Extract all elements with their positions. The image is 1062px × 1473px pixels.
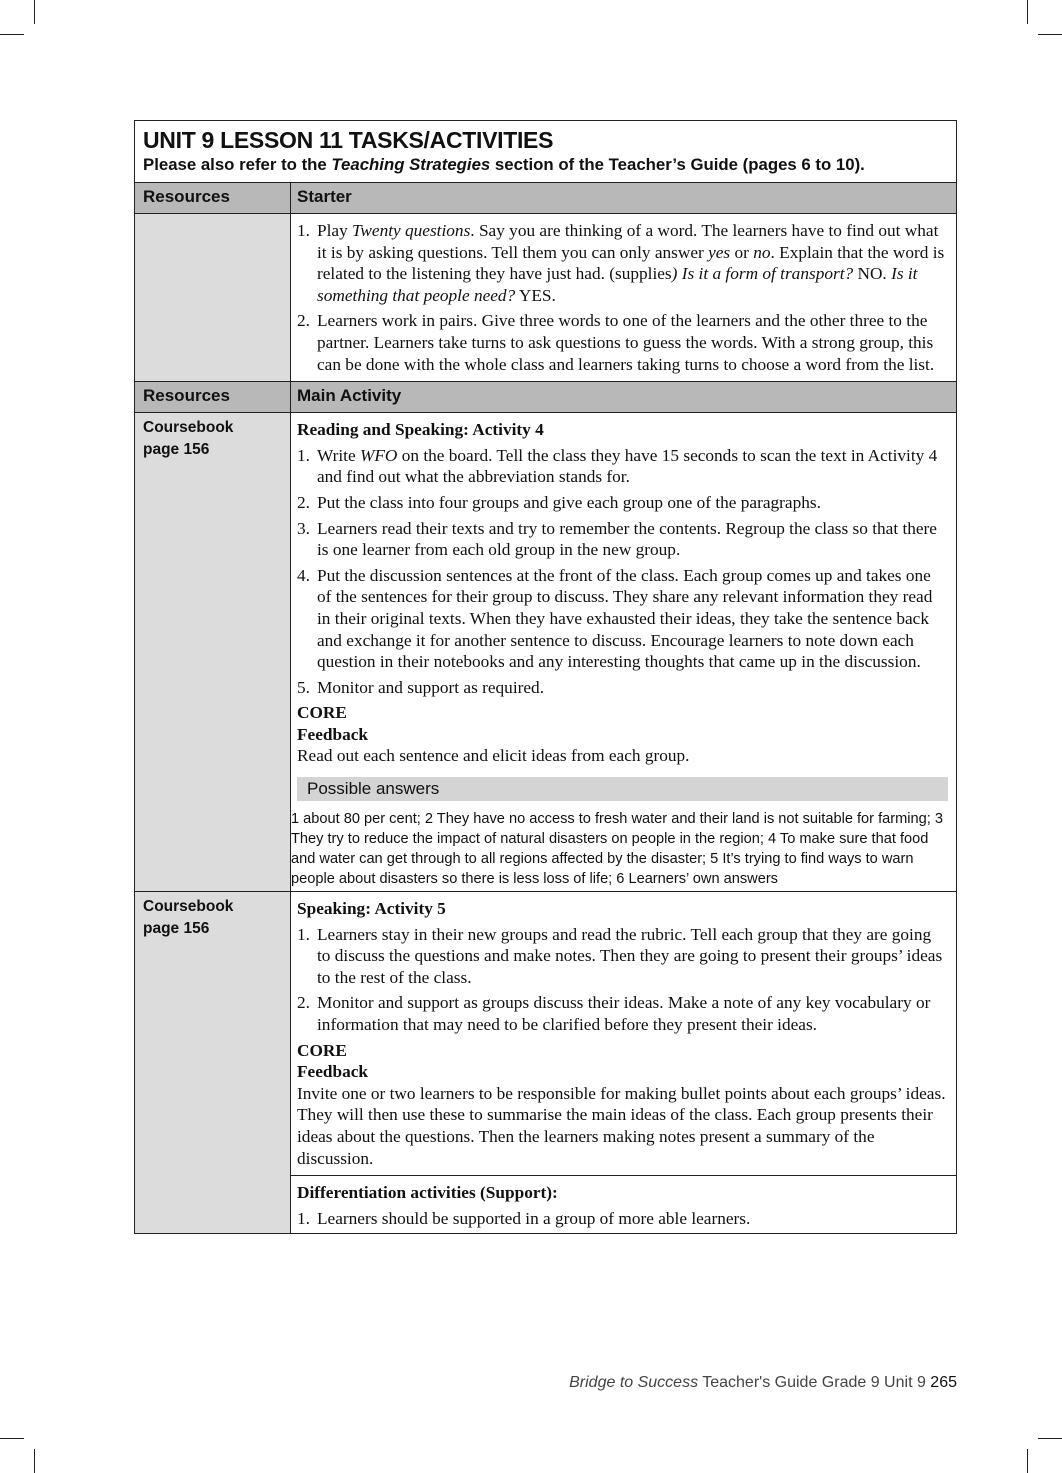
item-text: . Explain that the word is related to the listening they have just had. (supplies [317, 242, 945, 284]
starter-list [297, 220, 948, 375]
page-number: 265 [930, 1374, 957, 1391]
subtitle-emphasis: Teaching Strategies [331, 155, 491, 174]
crop-mark [0, 34, 24, 35]
item-text: NO. [853, 264, 892, 284]
page-subtitle [143, 154, 948, 176]
item-number: 1. [297, 221, 310, 240]
item-text: Write [317, 445, 360, 465]
possible-answers-text: 1 about 80 per cent; 2 They have no access to fresh water and their land is not suitable for farming; 3 They try to reduce the impact of natural disasters on people in the region; 4 To make sure that food and water can get through to all regions affected by the disaster; 5 It’s trying to find ways to warn people about disasters so there is less loss of life; 6 Learners’ own answers [291, 811, 943, 888]
item-text: Play [317, 221, 353, 240]
differentiation-list [297, 1208, 948, 1230]
item-number: 2. [297, 993, 310, 1013]
item-text: Put the class into four groups and give each group one of the paragraphs. [317, 492, 821, 512]
item-text: or [730, 242, 754, 262]
subtitle-text: Please also refer to the [143, 155, 332, 174]
list-item [297, 220, 948, 306]
list-item [297, 677, 948, 699]
list-item [297, 565, 948, 673]
footer-text: Teacher's Guide Grade 9 Unit 9 [698, 1374, 931, 1391]
item-text: Learners work in pairs. Give three words to one of the learners and the other three to the partner. Learners take turns to ask questions to guess the words. With a strong group, this can be done with the whole class and learners taking turns to choose a word from the list. [317, 311, 935, 374]
list-item [297, 992, 948, 1035]
activity-4-content [291, 413, 956, 891]
activity-list [297, 924, 948, 1036]
activity-5-row [135, 892, 956, 1233]
item-emphasis: WFO [359, 445, 398, 465]
list-item [297, 924, 948, 989]
item-text: . Say you are thinking of a word. The learners have to find out what it is by asking questions. Tell them you can only answer [317, 221, 939, 262]
list-item [297, 445, 948, 488]
starter-header-row [135, 183, 956, 214]
item-emphasis: Is it something that people need? [317, 264, 918, 305]
list-item [297, 1208, 948, 1230]
lesson-table [134, 120, 957, 1234]
item-emphasis: Twenty questions [352, 221, 471, 240]
item-number: 3. [297, 518, 310, 538]
item-number: 1. [297, 924, 310, 944]
core-label: CORE [297, 1040, 347, 1060]
item-number: 1. [297, 1208, 310, 1228]
section-label: Starter [291, 183, 956, 213]
item-number: 2. [297, 492, 310, 512]
item-text: Learners read their texts and try to remember the contents. Regroup the class so that there is one learner from each old group in the new group. [317, 518, 937, 560]
possible-answers-heading: Possible answers [297, 777, 948, 801]
main-header-row [135, 382, 956, 413]
item-emphasis: no [753, 242, 771, 262]
list-item [297, 518, 948, 561]
starter-row [135, 214, 956, 382]
activity-4-row [135, 413, 956, 892]
activity-heading: Speaking: Activity 5 [297, 899, 446, 919]
item-text: YES. [515, 285, 556, 305]
differentiation-heading: Differentiation activities (Support): [297, 1183, 558, 1203]
resources-cell [135, 892, 291, 1233]
feedback-label: Feedback [297, 1062, 369, 1082]
activity-5-content [291, 892, 956, 1233]
resources-cell [135, 214, 291, 381]
item-text: on the board. Tell the class they have 15 seconds to scan the text in Activity 4 and find out what the abbreviation stands for. [317, 445, 938, 487]
feedback-text: Invite one or two learners to be responsible for making bullet points about each groups’ ideas. They will then use these to summarise the main ideas of the class. Each group presents their ideas about the questions. Then the learners making notes present a summary of the discussion. [297, 1083, 946, 1168]
item-text: Learners should be supported in a group of more able learners. [317, 1208, 751, 1228]
item-text: Put the discussion sentences at the front of the class. Each group comes up and takes one of the sentences for their group to discuss. They share any relevant information they read in their original texts. When they have exhausted their ideas, they take the sentence back and exchange it for another sentence to discuss. Encourage learners to note down each question in their notebooks and any interesting thoughts that came up in the discussion. [317, 565, 933, 672]
activity-list [297, 445, 948, 699]
page-title: UNIT 9 LESSON 11 TASKS/ACTIVITIES [143, 127, 554, 153]
crop-mark [1038, 1438, 1062, 1439]
crop-mark [34, 0, 35, 24]
item-number: 4. [297, 565, 310, 585]
item-number: 1. [297, 445, 310, 465]
feedback-text: Read out each sentence and elicit ideas from each group. [297, 746, 690, 766]
list-item [297, 310, 948, 375]
resource-page: page 156 [143, 920, 210, 938]
core-label: CORE [297, 703, 347, 723]
crop-mark [1027, 1449, 1028, 1473]
resources-cell [135, 413, 291, 891]
crop-mark [1027, 0, 1028, 24]
section-label: Main Activity [291, 382, 956, 412]
crop-mark [1038, 34, 1062, 35]
starter-content [291, 214, 956, 381]
resources-label: Resources [135, 183, 291, 213]
page-footer [0, 1374, 957, 1392]
activity-heading: Reading and Speaking: Activity 4 [297, 420, 544, 440]
subtitle-text: section of the Teacher’s Guide (pages 6 to 10). [490, 155, 865, 174]
item-text: Monitor and support as groups discuss their ideas. Make a note of any key vocabulary or information that may need to be clarified before they present their ideas. [317, 993, 931, 1035]
resource-page: page 156 [143, 441, 210, 459]
crop-mark [0, 1438, 24, 1439]
resource-name: Coursebook [143, 419, 234, 437]
item-emphasis: ) Is it a form of transport? [671, 264, 854, 284]
item-text: Learners stay in their new groups and read the rubric. Tell each group that they are going to discuss the questions and make notes. Then they are going to present their groups’ ideas to the rest of the class. [317, 924, 943, 987]
item-number: 5. [297, 677, 310, 697]
item-number: 2. [297, 311, 310, 331]
resources-label: Resources [135, 382, 291, 412]
differentiation-section [291, 1175, 956, 1229]
list-item [297, 492, 948, 514]
item-emphasis: yes [708, 242, 731, 262]
crop-mark [34, 1449, 35, 1473]
item-text: Monitor and support as required. [317, 677, 545, 697]
footer-book-title: Bridge to Success [569, 1374, 699, 1391]
resource-name: Coursebook [143, 898, 234, 916]
lesson-header [135, 121, 956, 183]
feedback-label: Feedback [297, 724, 369, 744]
